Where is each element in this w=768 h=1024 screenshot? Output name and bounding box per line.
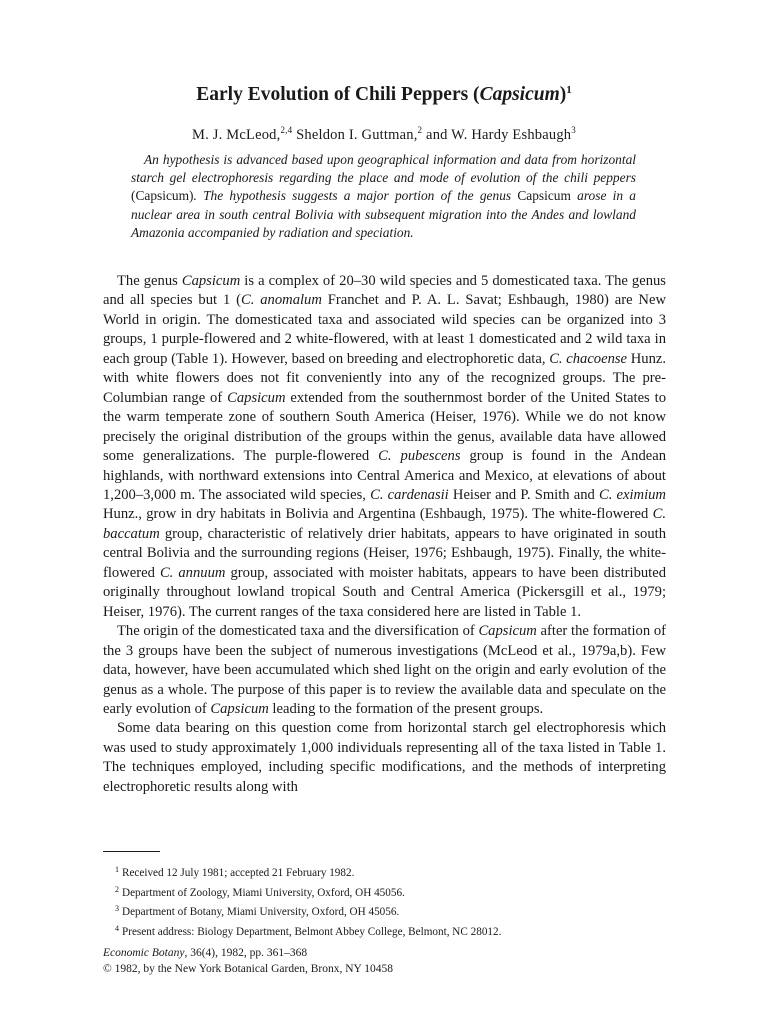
- taxon-name: Capsicum: [478, 623, 537, 640]
- footnote-text: Department of Zoology, Miami University, Oxford, OH 45056.: [122, 886, 405, 899]
- footnote-number: 4: [115, 923, 119, 933]
- abstract-text-2: (Capsicum): [131, 188, 194, 204]
- abstract: [131, 151, 636, 242]
- taxon-name: C. annuum: [159, 564, 226, 581]
- taxon-name: Capsicum: [227, 389, 286, 406]
- author-eshbaugh-sup: 3: [571, 125, 576, 135]
- footnote-3: [115, 901, 675, 921]
- abstract-text-4: Capsicum: [517, 188, 571, 204]
- footnote-text: Department of Botany, Miami University, Oxford, OH 45056.: [122, 906, 400, 918]
- body-text: [103, 272, 666, 797]
- taxon-name: Capsicum: [210, 700, 269, 717]
- author-guttman-sup: 2: [417, 125, 423, 135]
- footnote-text: Present address: Biology Department, Belmont Abbey College, Belmont, NC 28012.: [122, 925, 502, 938]
- journal-citation: [103, 945, 663, 977]
- taxon-name: C. baccatum: [103, 506, 666, 542]
- journal-details: , 36(4), 1982, pp. 361–368: [184, 947, 308, 959]
- article-title: [0, 78, 768, 107]
- author-line: [0, 121, 768, 144]
- taxon-name: C. pubescens: [378, 448, 461, 465]
- footnote-rule: [103, 851, 160, 852]
- footnote-2: [115, 882, 675, 902]
- footnote-number: 1: [115, 865, 119, 874]
- title-genus: Capsicum: [479, 84, 560, 105]
- taxon-name: C. chacoense: [549, 350, 628, 367]
- author-and: and: [422, 127, 452, 143]
- journal-line: [103, 945, 663, 961]
- paragraph-2: The origin of the domesticated taxa and the diversification of Capsicum after the formation of the 3 groups have been the subject of numerous investigations (McLeod et al., 1979a,b). Few data, however, have been accumulated which shed light on the origin and early evolution of the genus as a whole. The purpose of this paper is to review the available data and speculate on the early evolution of Capsicum leading to the formation of the present groups.: [103, 623, 666, 717]
- author-mcleod-sup: 2,4: [280, 125, 293, 135]
- paragraph-3: Some data bearing on this question come from horizontal starch gel electrophoresis which was used to study approximately 1,000 individuals representing all of the taxa listed in Table 1. The techniques employed, including specific modifications, and the methods of interpreting electrophoretic results along with: [103, 720, 666, 795]
- author-guttman: Sheldon I. Guttman,: [292, 127, 418, 143]
- footnotes: [115, 862, 675, 940]
- footnote-text: Received 12 July 1981; accepted 21 February 1982.: [122, 867, 355, 879]
- title-footnote-marker: 1: [566, 84, 572, 96]
- taxon-name: C. eximium: [598, 486, 666, 503]
- author-mcleod: M. J. McLeod,: [192, 127, 281, 143]
- copyright-line: © 1982, by the New York Botanical Garden, Bronx, NY 10458: [103, 963, 394, 975]
- journal-name: Economic Botany: [103, 947, 185, 959]
- footnote-4: [115, 921, 675, 941]
- footnote-number: 2: [115, 884, 119, 894]
- taxon-name: Capsicum: [181, 273, 241, 289]
- footnote-number: 3: [115, 904, 119, 913]
- abstract-text-5: arose in a nuclear area in south central Bolivia with subsequent migration into the Andes and lowland Amazonia accompanied by radiation and speciation.: [131, 188, 636, 240]
- taxon-name: C. anomalum: [241, 292, 322, 309]
- author-eshbaugh: W. Hardy Eshbaugh: [451, 127, 572, 143]
- abstract-text-1: An hypothesis is advanced based upon geographical information and data from horizontal starch gel electrophoresis regarding the place and mode of evolution of the chili peppers: [131, 152, 636, 186]
- title-close: ): [559, 84, 567, 105]
- footnote-1: [115, 862, 675, 882]
- title-main: Early Evolution of Chili Peppers (: [196, 84, 480, 105]
- paragraph-1: The genus Capsicum is a complex of 20–30 wild species and 5 domesticated taxa. The genus and all species but 1 (C. anomalum Franchet and P. A. L. Savat; Eshbaugh, 1980) are New World in origin. The domesticated taxa and associated wild species can be organized into 3 groups, 1 purple-flowered and 2 white-flowered, with at least 1 domesticated and 2 wild taxa in each group (Table 1). However, based on breeding and electrophoretic data, C. chacoense Hunz. with white flowers does not fit conveniently into any of the recognized groups. The pre-Columbian range of Capsicum extended from the southernmost border of the United States to the warm temperate zone of southern South America (Heiser, 1976). While we do not know precisely the original distribution of the groups within the genus, available data have allowed some generalizations. The purple-flowered C. pubescens group is found in the Andean highlands, with northward extensions into Central America and Mexico, at elevations of about 1,200–3,000 m. The associated wild species, C. cardenasii Heiser and P. Smith and C. eximium Hunz., grow in dry habitats in Bolivia and Argentina (Eshbaugh, 1975). The white-flowered C. baccatum group, characteristic of relatively drier habitats, appears to have originated in south central Bolivia and the surrounding regions (Heiser, 1976; Eshbaugh, 1975). Finally, the white-flowered C. annuum group, associated with moister habitats, appears to have been distributed originally throughout lowland tropical South and Central America (Pickersgill et al., 1979; Heiser, 1976). The current ranges of the taxa considered here are listed in Table 1.: [103, 273, 667, 620]
- taxon-name: C. cardenasii: [370, 486, 449, 503]
- abstract-text-3: . The hypothesis suggests a major portion of the genus: [193, 188, 518, 204]
